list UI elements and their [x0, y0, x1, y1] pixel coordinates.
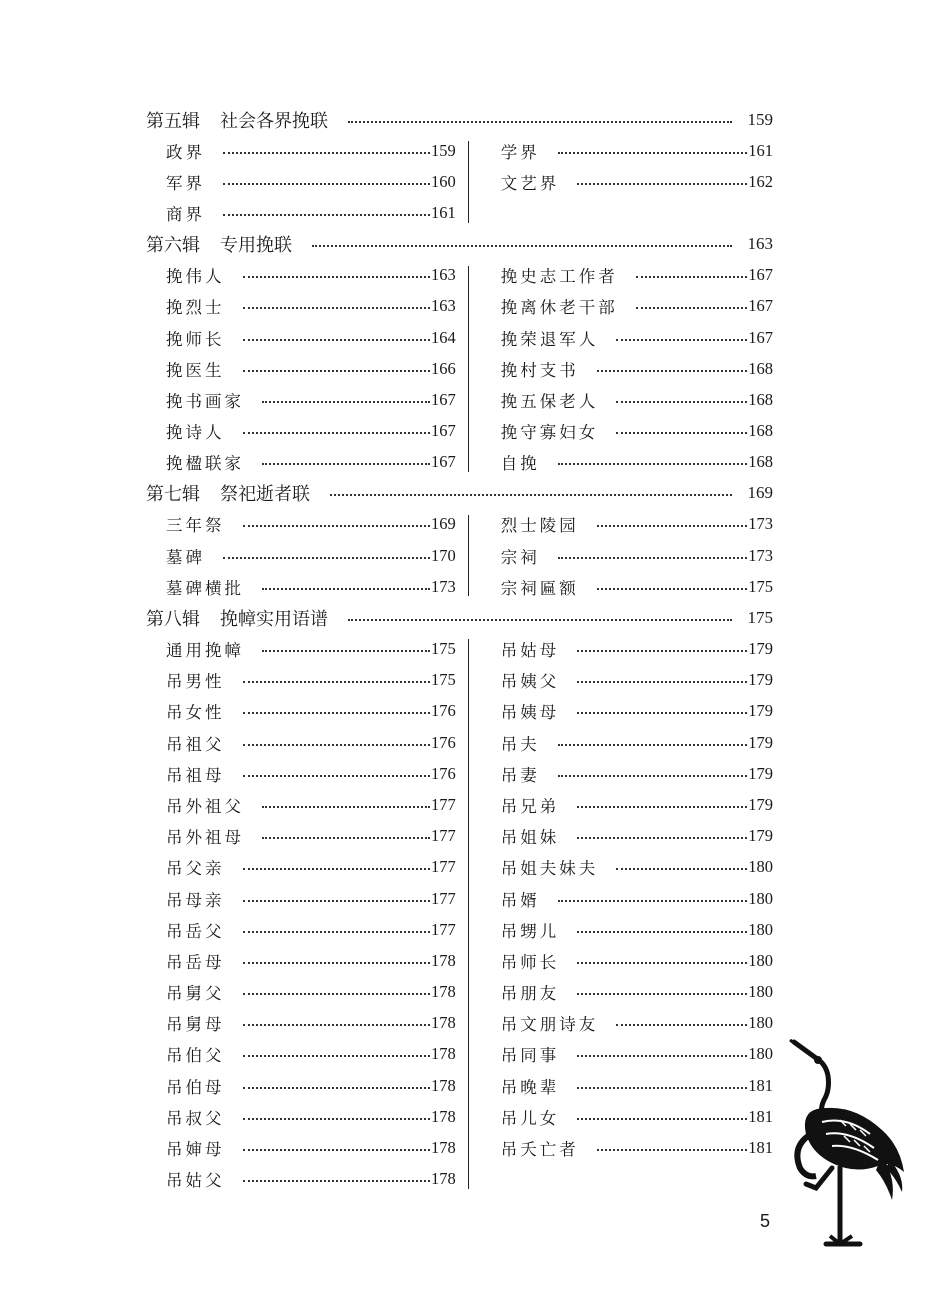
entry-label: 吊文朋诗友 — [500, 1015, 599, 1035]
right-column — [478, 260, 773, 478]
toc-entry[interactable] — [166, 353, 456, 384]
entry-page: 162 — [748, 171, 773, 191]
entry-page: 180 — [748, 1013, 773, 1033]
crane-icon — [786, 1038, 906, 1252]
toc-entry[interactable] — [501, 353, 773, 384]
toc-entry[interactable] — [166, 758, 456, 789]
leader-dots — [597, 370, 748, 372]
entry-page: 160 — [430, 171, 456, 191]
toc-entry[interactable] — [501, 291, 773, 322]
entry-label: 吊舅母 — [166, 1015, 225, 1035]
leader-dots — [243, 525, 430, 527]
entry-label: 吊母亲 — [166, 890, 225, 910]
entry-label: 吊岳父 — [166, 921, 225, 941]
entry-label: 吊姑父 — [166, 1171, 225, 1191]
leader-dots — [577, 650, 747, 652]
column-divider — [468, 515, 469, 597]
entry-page: 169 — [430, 514, 456, 534]
entry-label: 吊晚辈 — [500, 1077, 560, 1097]
section-title: 挽幛实用语谱 — [220, 608, 328, 630]
entry-label: 商界 — [166, 204, 205, 224]
entry-label: 吊伯父 — [166, 1046, 225, 1066]
entry-page: 179 — [748, 732, 773, 752]
entry-label: 吊姑母 — [500, 641, 560, 661]
toc-entry[interactable] — [501, 633, 773, 664]
entry-label: 吊祖父 — [166, 734, 225, 754]
entry-page: 159 — [430, 140, 456, 160]
section-number: 第八辑 — [146, 608, 200, 630]
leader-dots — [577, 1055, 747, 1057]
entry-page: 167 — [748, 327, 773, 347]
section-title: 专用挽联 — [220, 235, 292, 257]
entry-label: 挽离休老干部 — [500, 298, 618, 318]
leader-dots — [577, 1087, 747, 1089]
entry-label: 自挽 — [500, 454, 540, 474]
entry-label: 三年祭 — [166, 516, 225, 536]
toc-entry[interactable] — [501, 1008, 773, 1039]
entry-label: 吊兄弟 — [500, 796, 560, 816]
leader-dots — [348, 619, 732, 621]
entry-page: 176 — [430, 701, 456, 721]
toc-entry[interactable] — [166, 291, 456, 322]
entry-page: 163 — [430, 296, 456, 316]
entry-page: 180 — [748, 950, 773, 970]
entry-label: 吊外祖母 — [166, 828, 244, 848]
leader-dots — [558, 463, 748, 465]
entry-page: 181 — [748, 1106, 773, 1126]
toc-entry[interactable] — [501, 1101, 773, 1132]
section-title: 祭祀逝者联 — [220, 484, 310, 506]
toc-entry[interactable] — [501, 322, 773, 353]
entry-page: 179 — [748, 826, 773, 846]
toc-entry[interactable] — [166, 260, 456, 291]
entry-label: 吊同事 — [500, 1046, 560, 1066]
section-heading[interactable] — [146, 602, 773, 633]
entry-page: 181 — [748, 1075, 773, 1095]
entry-page: 177 — [430, 888, 456, 908]
toc-entry[interactable] — [166, 1039, 456, 1070]
entry-label: 文艺界 — [500, 173, 560, 193]
toc-entry[interactable] — [501, 665, 773, 696]
toc-entry[interactable] — [166, 633, 456, 664]
section-number: 第五辑 — [146, 110, 200, 132]
column-divider — [468, 141, 469, 223]
toc-entry[interactable] — [166, 1008, 456, 1039]
entry-page: 177 — [430, 919, 456, 939]
toc-entry[interactable] — [166, 509, 456, 540]
entry-page: 175 — [430, 639, 456, 659]
entry-page: 175 — [430, 670, 456, 690]
entry-label: 挽书画家 — [166, 391, 244, 411]
entry-page: 179 — [748, 639, 773, 659]
section-heading[interactable] — [146, 478, 773, 509]
leader-dots — [223, 214, 430, 216]
entry-page: 179 — [748, 670, 773, 690]
leader-dots — [577, 712, 747, 714]
toc-entry[interactable] — [501, 1070, 773, 1101]
entry-label: 烈士陵园 — [500, 516, 579, 536]
toc-entry[interactable] — [501, 260, 773, 291]
toc-entry[interactable] — [501, 509, 773, 540]
toc-entry[interactable] — [501, 821, 773, 852]
leader-dots — [558, 900, 748, 902]
toc-entry[interactable] — [166, 665, 456, 696]
toc-entry[interactable] — [166, 384, 456, 415]
toc-entry[interactable] — [501, 758, 773, 789]
entry-label: 挽五保老人 — [500, 391, 599, 411]
entry-label: 吊外祖父 — [166, 796, 244, 816]
leader-dots — [243, 276, 430, 278]
toc-entry[interactable] — [501, 447, 773, 478]
toc-entry[interactable] — [166, 945, 456, 976]
leader-dots — [262, 588, 430, 590]
section-title: 社会各界挽联 — [220, 110, 328, 132]
toc-entry[interactable] — [501, 696, 773, 727]
entry-page: 167 — [430, 421, 456, 441]
entry-page: 161 — [430, 202, 456, 222]
entry-label: 吊夫 — [500, 734, 540, 754]
leader-dots — [577, 993, 747, 995]
entry-label: 吊朋友 — [500, 984, 560, 1004]
leader-dots — [558, 744, 748, 746]
leader-dots — [577, 1118, 747, 1120]
entry-page: 181 — [748, 1138, 773, 1158]
leader-dots — [243, 1024, 430, 1026]
entry-page: 167 — [430, 452, 456, 472]
entry-page: 177 — [430, 794, 456, 814]
section-number: 第六辑 — [146, 235, 200, 257]
entry-label: 吊婿 — [500, 890, 540, 910]
section-entries — [146, 509, 773, 603]
leader-dots — [243, 712, 430, 714]
toc-entry[interactable] — [166, 416, 456, 447]
entry-page: 178 — [430, 1013, 456, 1033]
leader-dots — [243, 1055, 430, 1057]
entry-label: 挽楹联家 — [166, 454, 244, 474]
section-entries — [146, 260, 773, 478]
entry-label: 通用挽幛 — [166, 641, 244, 661]
entry-label: 吊伯母 — [166, 1077, 225, 1097]
leader-dots — [577, 837, 747, 839]
entry-page: 179 — [748, 794, 773, 814]
entry-page: 173 — [430, 576, 456, 596]
section-page: 159 — [747, 109, 773, 129]
entry-label: 挽史志工作者 — [500, 267, 618, 287]
section-entries — [146, 633, 773, 1194]
section-heading[interactable] — [146, 229, 773, 260]
entry-label: 吊女性 — [166, 703, 225, 723]
leader-dots — [243, 868, 430, 870]
leader-dots — [243, 962, 430, 964]
entry-label: 挽诗人 — [166, 423, 225, 443]
leader-dots — [597, 1149, 748, 1151]
leader-dots — [348, 121, 732, 123]
entry-page: 178 — [430, 1169, 456, 1189]
leader-dots — [243, 775, 430, 777]
toc-entry[interactable] — [501, 1132, 773, 1163]
leader-dots — [243, 681, 430, 683]
entry-page: 161 — [748, 140, 773, 160]
entry-label: 吊岳母 — [166, 952, 225, 972]
entry-label: 挽师长 — [166, 329, 225, 349]
leader-dots — [616, 1024, 747, 1026]
entry-page: 164 — [430, 327, 456, 347]
entry-page: 178 — [430, 1138, 456, 1158]
toc-entry[interactable] — [166, 571, 456, 602]
entry-page: 180 — [748, 857, 773, 877]
leader-dots — [262, 806, 430, 808]
entry-page: 178 — [430, 1106, 456, 1126]
column-divider — [468, 639, 469, 1188]
toc-entry[interactable] — [166, 166, 456, 197]
toc-entry[interactable] — [166, 322, 456, 353]
leader-dots — [597, 525, 748, 527]
toc-entry[interactable] — [501, 945, 773, 976]
leader-dots — [577, 681, 747, 683]
toc-entry[interactable] — [501, 1039, 773, 1070]
entry-page: 180 — [748, 1044, 773, 1064]
entry-label: 吊姐妹 — [500, 828, 560, 848]
entry-page: 179 — [748, 763, 773, 783]
leader-dots — [243, 307, 430, 309]
leader-dots — [577, 183, 747, 185]
left-column — [146, 509, 456, 603]
entry-label: 挽守寡妇女 — [500, 423, 599, 443]
entry-label: 宗祠 — [500, 547, 540, 567]
entry-page: 178 — [430, 950, 456, 970]
leader-dots — [636, 276, 748, 278]
page-number: 5 — [760, 1211, 771, 1231]
leader-dots — [243, 432, 430, 434]
entry-page: 180 — [748, 888, 773, 908]
toc-entry[interactable] — [166, 883, 456, 914]
leader-dots — [616, 401, 747, 403]
entry-label: 吊婶母 — [166, 1140, 225, 1160]
leader-dots — [558, 152, 748, 154]
toc-entry[interactable] — [166, 789, 456, 820]
section-number: 第七辑 — [146, 484, 200, 506]
leader-dots — [558, 557, 748, 559]
entry-label: 吊儿女 — [500, 1108, 560, 1128]
toc-entry[interactable] — [501, 977, 773, 1008]
entry-page: 176 — [430, 732, 456, 752]
toc-entry[interactable] — [166, 1132, 456, 1163]
leader-dots — [312, 245, 732, 247]
toc-entry[interactable] — [166, 1164, 456, 1195]
entry-label: 吊师长 — [500, 952, 560, 972]
entry-page: 168 — [748, 358, 773, 378]
entry-page: 178 — [430, 1075, 456, 1095]
toc-entry[interactable] — [501, 852, 773, 883]
toc-entry[interactable] — [501, 540, 773, 571]
toc-entry[interactable] — [501, 883, 773, 914]
entry-page: 177 — [430, 826, 456, 846]
toc-entry[interactable] — [501, 384, 773, 415]
leader-dots — [636, 307, 748, 309]
left-column — [146, 633, 456, 1194]
leader-dots — [558, 775, 748, 777]
leader-dots — [243, 370, 430, 372]
leader-dots — [616, 432, 747, 434]
leader-dots — [597, 588, 748, 590]
leader-dots — [223, 557, 430, 559]
toc-entry[interactable] — [166, 821, 456, 852]
toc-entry[interactable] — [166, 914, 456, 945]
toc-entry[interactable] — [166, 1101, 456, 1132]
leader-dots — [616, 868, 747, 870]
leader-dots — [243, 1087, 430, 1089]
entry-page: 177 — [430, 857, 456, 877]
entry-page: 180 — [748, 982, 773, 1002]
toc-entry[interactable] — [501, 727, 773, 758]
entry-label: 挽烈士 — [166, 298, 225, 318]
entry-label: 吊甥儿 — [500, 921, 560, 941]
right-column — [478, 509, 773, 603]
leader-dots — [262, 837, 430, 839]
entry-label: 挽医生 — [166, 360, 225, 380]
entry-page: 179 — [748, 701, 773, 721]
leader-dots — [243, 1180, 430, 1182]
entry-page: 167 — [748, 296, 773, 316]
entry-label: 宗祠匾额 — [500, 578, 579, 598]
toc-entry[interactable] — [166, 197, 456, 228]
toc-entry[interactable] — [166, 977, 456, 1008]
entry-label: 吊夭亡者 — [500, 1140, 579, 1160]
leader-dots — [577, 962, 747, 964]
entry-page: 166 — [430, 358, 456, 378]
entry-label: 政界 — [166, 142, 205, 162]
entry-page: 176 — [430, 763, 456, 783]
entry-page: 178 — [430, 982, 456, 1002]
right-column — [478, 135, 773, 229]
entry-label: 吊姐夫妹夫 — [500, 859, 599, 879]
left-column — [146, 135, 456, 229]
toc-entry[interactable] — [166, 696, 456, 727]
leader-dots — [243, 993, 430, 995]
leader-dots — [243, 900, 430, 902]
leader-dots — [577, 931, 747, 933]
leader-dots — [262, 650, 430, 652]
entry-label: 挽村支书 — [500, 360, 579, 380]
section-entries — [146, 135, 773, 229]
section-heading[interactable] — [146, 104, 773, 135]
entry-page: 163 — [430, 265, 456, 285]
toc-entry[interactable] — [166, 727, 456, 758]
leader-dots — [262, 463, 430, 465]
toc-entry[interactable] — [501, 789, 773, 820]
entry-page: 167 — [430, 389, 456, 409]
leader-dots — [330, 494, 732, 496]
entry-page: 178 — [430, 1044, 456, 1064]
leader-dots — [262, 401, 430, 403]
toc-entry[interactable] — [166, 135, 456, 166]
leader-dots — [243, 1149, 430, 1151]
leader-dots — [223, 152, 430, 154]
entry-page: 168 — [748, 452, 773, 472]
section-page: 175 — [747, 607, 773, 627]
entry-page: 175 — [748, 576, 773, 596]
entry-page: 173 — [748, 514, 773, 534]
right-column — [478, 633, 773, 1194]
entry-page: 168 — [748, 421, 773, 441]
section-page: 169 — [747, 483, 773, 503]
toc-entry[interactable] — [501, 914, 773, 945]
toc-entry[interactable] — [501, 571, 773, 602]
leader-dots — [243, 1118, 430, 1120]
entry-label: 吊姨父 — [500, 672, 560, 692]
entry-label: 墓碑横批 — [166, 578, 244, 598]
entry-label: 吊叔父 — [166, 1108, 225, 1128]
toc-entry[interactable] — [166, 852, 456, 883]
entry-label: 学界 — [500, 142, 540, 162]
toc-entry[interactable] — [501, 166, 773, 197]
toc-entry[interactable] — [166, 540, 456, 571]
toc-entry[interactable] — [501, 416, 773, 447]
entry-label: 挽荣退军人 — [500, 329, 599, 349]
entry-page: 168 — [748, 389, 773, 409]
toc-entry[interactable] — [166, 447, 456, 478]
leader-dots — [577, 806, 747, 808]
section-page: 163 — [747, 234, 773, 254]
toc-entry[interactable] — [166, 1070, 456, 1101]
entry-page: 167 — [748, 265, 773, 285]
entry-label: 挽伟人 — [166, 267, 225, 287]
left-column — [146, 260, 456, 478]
leader-dots — [243, 744, 430, 746]
entry-label: 吊祖母 — [166, 765, 225, 785]
entry-label: 墓碑 — [166, 547, 205, 567]
entry-label: 吊父亲 — [166, 859, 225, 879]
leader-dots — [243, 931, 430, 933]
entry-page: 173 — [748, 545, 773, 565]
entry-label: 吊舅父 — [166, 984, 225, 1004]
entry-label: 吊妻 — [500, 765, 540, 785]
leader-dots — [223, 183, 430, 185]
entry-label: 吊姨母 — [500, 703, 560, 723]
table-of-contents — [146, 104, 773, 1195]
leader-dots — [616, 339, 747, 341]
entry-page: 170 — [430, 545, 456, 565]
entry-label: 吊男性 — [166, 672, 225, 692]
leader-dots — [243, 339, 430, 341]
entry-page: 180 — [748, 919, 773, 939]
column-divider — [468, 266, 469, 472]
toc-entry[interactable] — [501, 135, 773, 166]
entry-label: 军界 — [166, 173, 205, 193]
